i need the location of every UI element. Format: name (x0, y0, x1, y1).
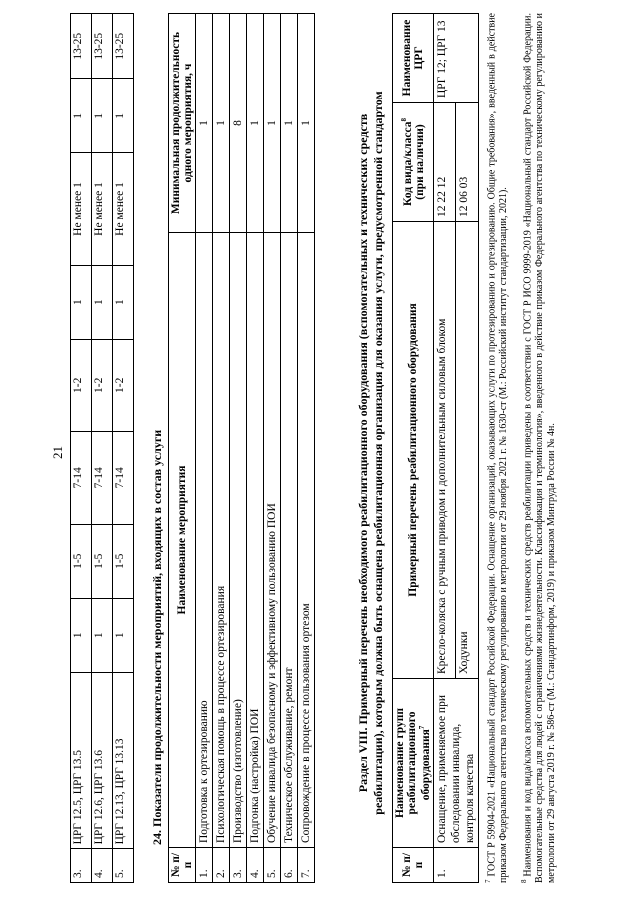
activity-duration: 1 (298, 14, 315, 233)
row-number: 5. (264, 848, 281, 883)
table-row (298, 14, 315, 883)
equipment-crg: ЦРГ 12; ЦРГ 13 (433, 14, 478, 103)
activity-duration: 1 (281, 14, 298, 233)
activity-name: Производство (изготовление) (230, 233, 247, 848)
group-number: 1. (433, 848, 478, 883)
table-cell: 7-14 (71, 432, 92, 525)
col-equipment-header: Примерный перечень реабилитационного оборудования (393, 222, 434, 679)
activity-duration: 1 (247, 14, 264, 233)
table-cell: 3. (71, 849, 92, 883)
table-row (71, 14, 92, 883)
footnote-7: $^7$ ГОСТ Р 59904-2021 «Национальный стандарт Российской Федерации. Оснащение организаций, оказывающих услуги по протезированию и ортезированию. Общие требования», введенный в действие приказом Федерального агентства по техническому регулированию и метрологии от 29 ноября 2021 г. № 1630-ст (М.: Российский институт стандартизации, 2021). (484, 13, 510, 883)
table-cell: 7-14 (113, 432, 134, 525)
table-cell: 1 (92, 598, 113, 672)
table-row (92, 14, 113, 883)
top-table (70, 13, 134, 883)
activity-name: Психологическая помощь в процессе ортезирования (213, 233, 230, 848)
table-cell: Не менее 1 (71, 153, 92, 265)
row-number: 7. (298, 848, 315, 883)
equipment-name: Кресло-коляска с ручным приводом и дополнительным силовым блоком (433, 222, 456, 679)
col-group-header: Наименование групп реабилитационного оборудования$^7$ (393, 679, 434, 848)
table-cell: 1 (113, 79, 134, 153)
group-name: Оснащение, применяемое при обследовании инвалида, контроля качества (433, 679, 478, 848)
equipment-code: 12 22 12 (433, 103, 456, 222)
equipment-table (392, 13, 479, 883)
section-8-title (356, 23, 386, 883)
table-row (213, 14, 230, 883)
activity-name: Техническое обслуживание, ремонт (281, 233, 298, 848)
section-24-title: 24. Показатели продолжительности мероприятий, входящих в состав услуги (150, 429, 164, 845)
table-row (113, 14, 134, 883)
table-cell: 1-2 (113, 339, 134, 432)
equipment-code: 12 06 03 (456, 103, 479, 222)
activity-name: Сопровождение в процессе пользования ортезом (298, 233, 315, 848)
footnote-8: $^8$ Наименования и код вида/класса вспомогательных средств и технических средств реабилитации приведены в соответствии с ГОСТ Р ИСО 9999-2019 «Национальный стандарт Российской Федерации. Вспомогательные средства для людей с ограничениями жизнедеятельности. Классификация и терминология», введенного в действие приказом Федерального агентства по техническому регулированию и метрологии от 29 августа 2019 г. № 586-ст (М.: Стандартинформ, 2019) и приказом Минтруда России № 4н. (520, 13, 558, 883)
row-number: 4. (247, 848, 264, 883)
activity-name: Подгонка (настройка) ПОИ (247, 233, 264, 848)
col-code-header: Код вида/класса$^8$ (при наличии) (393, 103, 434, 222)
col-number-header: № п/п (169, 848, 196, 883)
row-number: 6. (281, 848, 298, 883)
col-crg-header: Наименование ЦРГ (393, 14, 434, 103)
table-cell: 1 (113, 265, 134, 339)
footnote-ref-8: 8 (400, 118, 408, 122)
section-8-title-line1: Раздел VIII. Примерный перечень необходимого реабилитационного оборудования (вспомогательных и технических средств (356, 113, 370, 793)
equipment-name: Ходунки (456, 222, 479, 679)
table-cell: 13-25 (113, 14, 134, 79)
table-cell: 1 (92, 79, 113, 153)
table-cell: 1 (92, 265, 113, 339)
table-cell: 1-5 (92, 524, 113, 598)
table-cell: 1-2 (92, 339, 113, 432)
table-row (281, 14, 298, 883)
row-number: 3. (230, 848, 247, 883)
activity-duration: 1 (196, 14, 213, 233)
table-cell: 5. (113, 849, 134, 883)
table-row (264, 14, 281, 883)
table-cell: Не менее 1 (113, 153, 134, 265)
table-cell: 13-25 (92, 14, 113, 79)
table-cell: 1-5 (113, 524, 134, 598)
table-row (196, 14, 213, 883)
table-cell: 1 (113, 598, 134, 672)
table-cell: 1-5 (71, 524, 92, 598)
table-cell: ЦРГ 12.5, ЦРГ 13.5 (71, 672, 92, 849)
table-cell: 1 (71, 598, 92, 672)
table-cell: 1 (71, 79, 92, 153)
activity-duration: 1 (213, 14, 230, 233)
table-cell: 1 (71, 265, 92, 339)
table-cell: 13-25 (71, 14, 92, 79)
table-row (433, 14, 456, 883)
activity-name: Обучение инвалида безопасному и эффективному пользованию ПОИ (264, 233, 281, 848)
footnote-divider (478, 683, 479, 883)
row-number: 2. (213, 848, 230, 883)
activity-name: Подготовка к ортезированию (196, 233, 213, 848)
durations-table (168, 13, 315, 883)
table-cell: ЦРГ 12.13, ЦРГ 13.13 (113, 672, 134, 849)
activity-duration: 8 (230, 14, 247, 233)
footnote-ref-7: 7 (418, 725, 426, 730)
table-row (230, 14, 247, 883)
page-number: 21 (50, 446, 65, 459)
table-cell: 4. (92, 849, 113, 883)
col-number-header: № п/п (393, 848, 434, 883)
table-row (247, 14, 264, 883)
table-cell: Не менее 1 (92, 153, 113, 265)
table-cell: 7-14 (92, 432, 113, 525)
section-8-title-line2: реабилитации), которым должна быть оснащена реабилитационная организация для оказания услуги, предусмотренной стандартом (371, 91, 385, 815)
row-number: 1. (196, 848, 213, 883)
col-duration-header: Минимальная продолжительность одного мероприятия, ч (169, 14, 196, 233)
col-activity-header: Наименование мероприятия (169, 233, 196, 848)
activity-duration: 1 (264, 14, 281, 233)
table-cell: ЦРГ 12.6, ЦРГ 13.6 (92, 672, 113, 849)
table-cell: 1-2 (71, 339, 92, 432)
